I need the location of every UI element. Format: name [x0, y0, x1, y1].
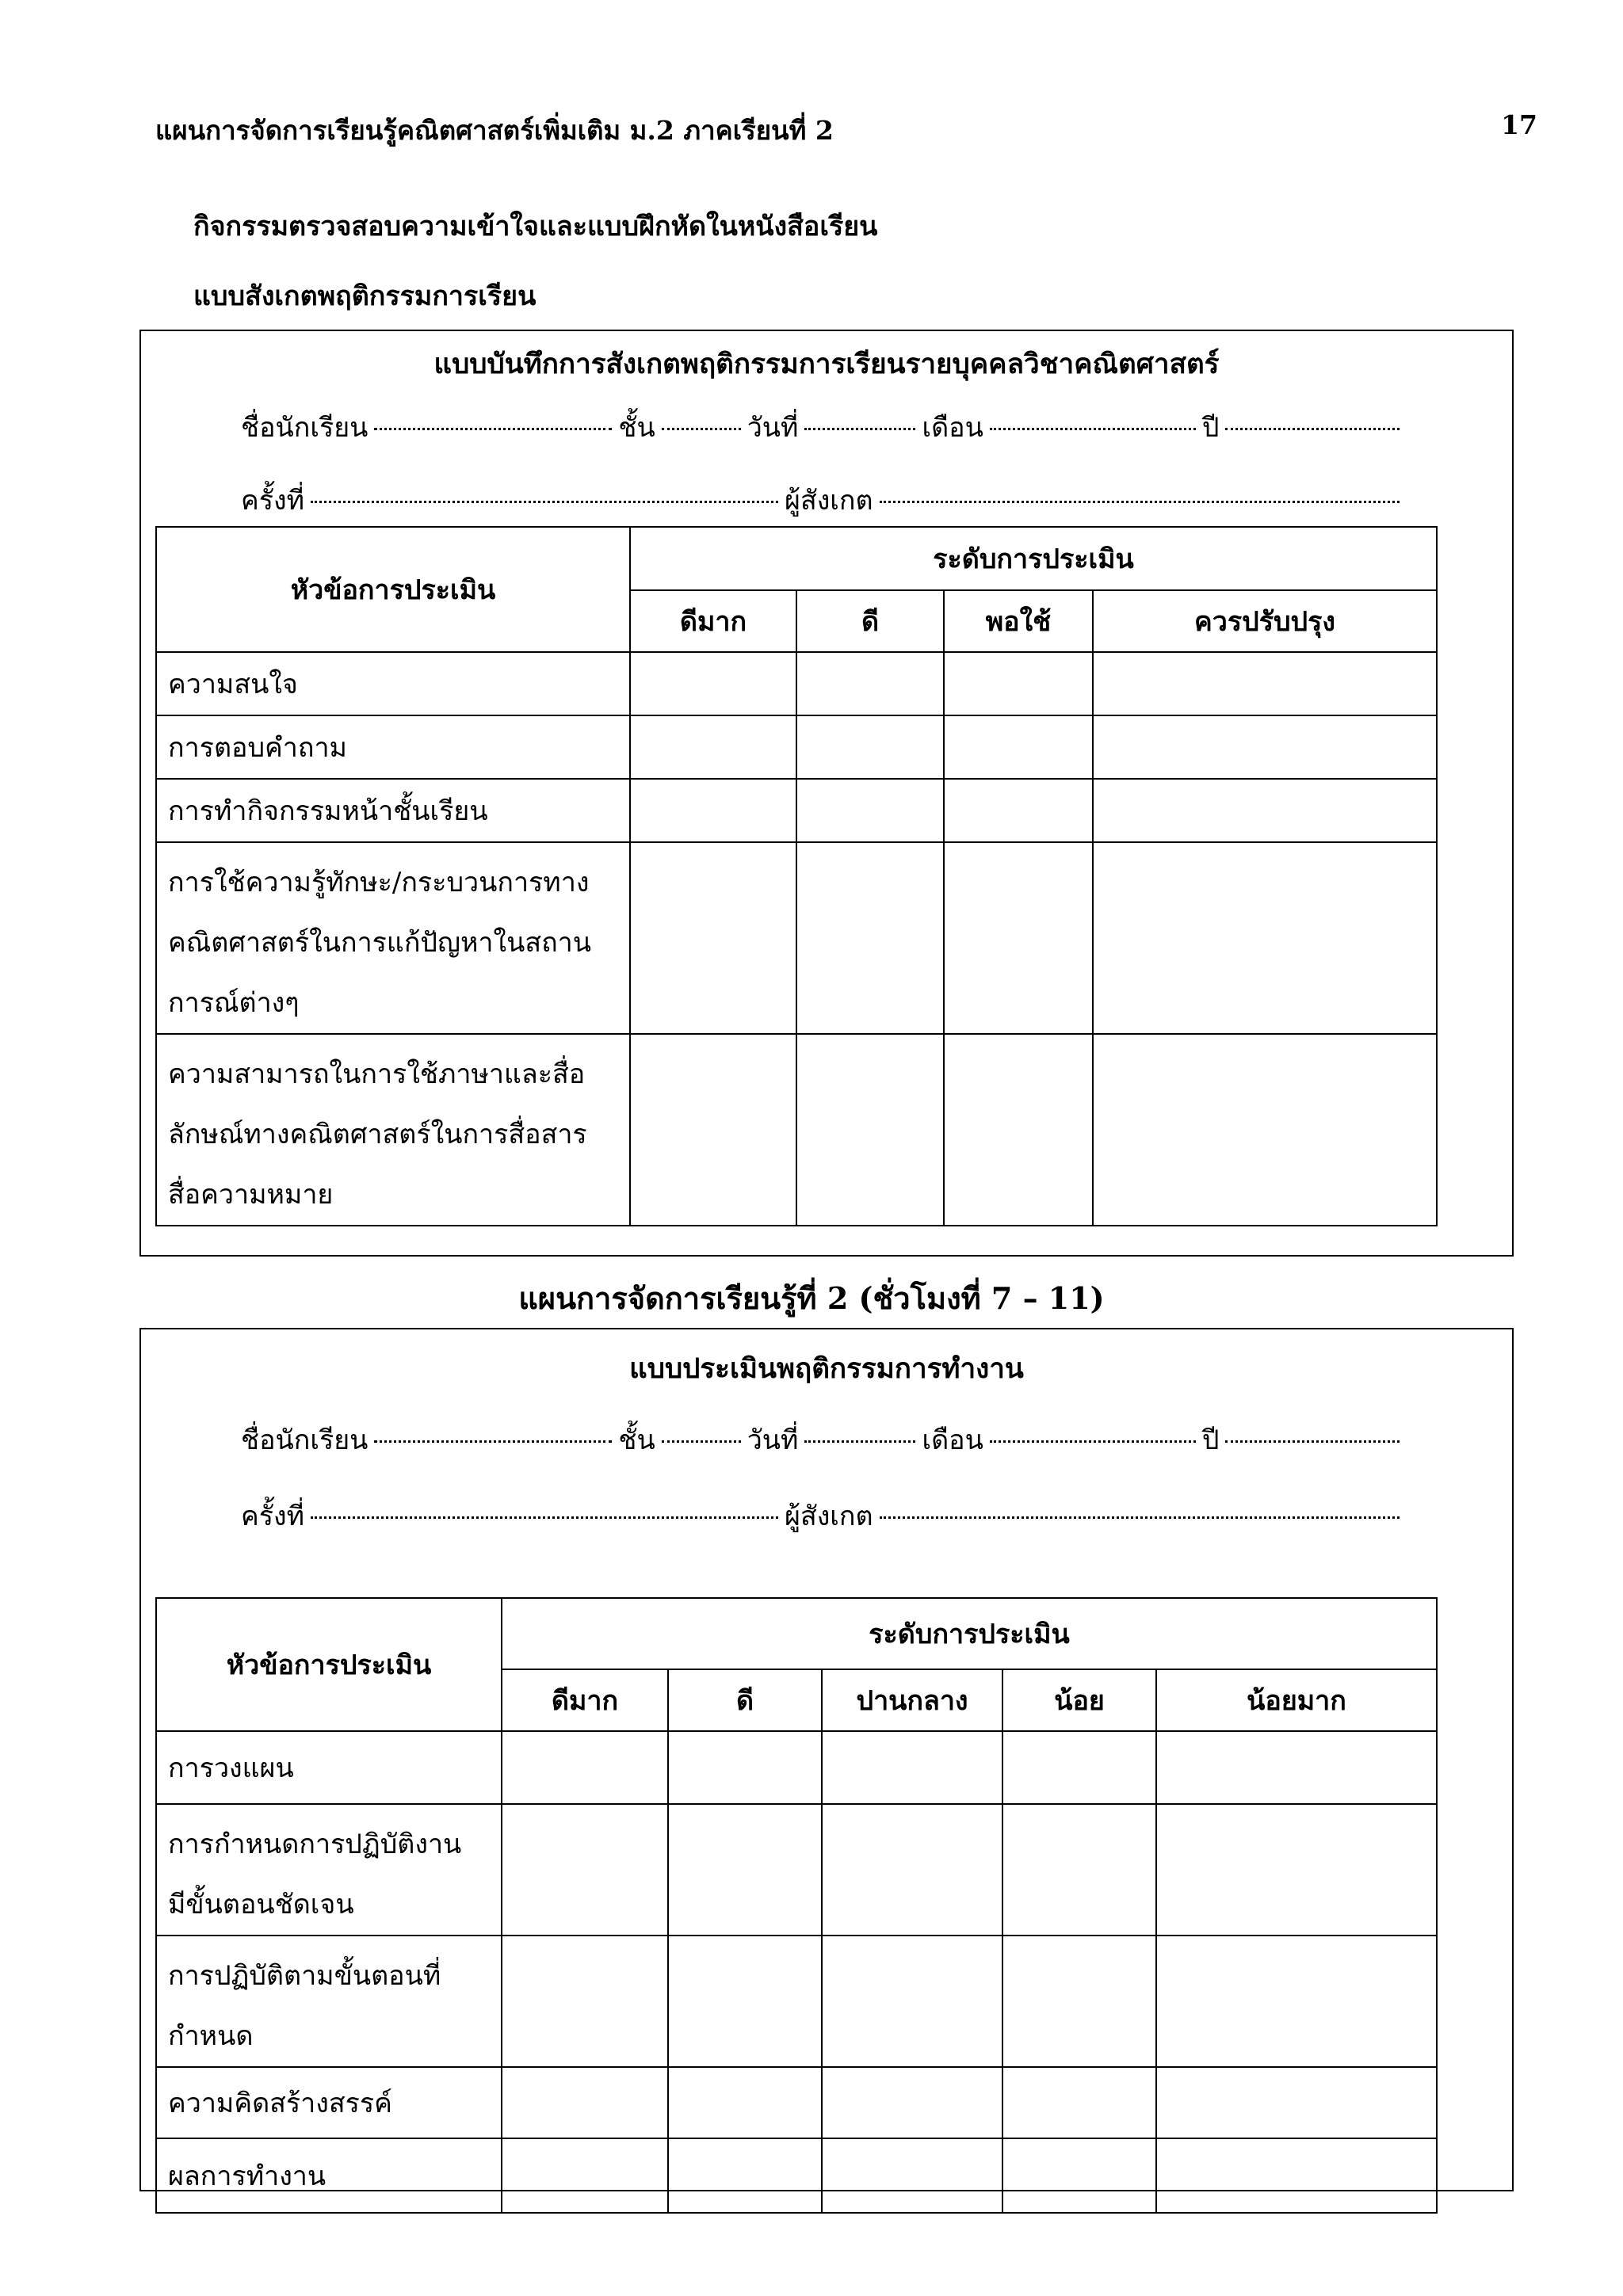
table-row: [156, 2138, 1437, 2213]
rating-cell[interactable]: [502, 1804, 668, 1936]
rating-cell[interactable]: [796, 842, 944, 1034]
level-very-good: ดีมาก: [630, 590, 796, 652]
form1-observer-line: [241, 479, 1406, 521]
rating-cell[interactable]: [822, 2067, 1002, 2138]
rating-cell[interactable]: [1002, 1731, 1156, 1804]
row-topic: [156, 1804, 502, 1936]
rating-cell[interactable]: [944, 715, 1093, 779]
row-topic: [156, 842, 630, 1034]
row-topic: ความคิดสร้างสรรค์: [156, 2067, 502, 2138]
year-field[interactable]: [1225, 1440, 1400, 1443]
row-topic-line: ความสามารถในการใช้ภาษาและสื่อ: [168, 1058, 586, 1090]
page-header-title: แผนการจัดการเรียนรู้คณิตศาสตร์เพิ่มเติม ม.2 ภาคเรียนที่ 2: [155, 115, 834, 146]
date-field[interactable]: [804, 428, 915, 430]
level-moderate: ปานกลาง: [822, 1669, 1002, 1731]
rating-cell[interactable]: [796, 715, 944, 779]
time-label: ครั้งที่: [241, 485, 305, 517]
rating-cell[interactable]: [944, 779, 1093, 842]
table-row: [156, 779, 1437, 842]
rating-cell[interactable]: [796, 652, 944, 715]
observation-heading: แบบสังเกตพฤติกรรมการเรียน: [193, 280, 537, 312]
row-topic-line: กำหนด: [168, 2020, 254, 2052]
row-topic: การทำกิจกรรมหน้าชั้นเรียน: [156, 779, 630, 842]
class-label: ชั้น: [618, 1425, 655, 1456]
rating-cell[interactable]: [1002, 1804, 1156, 1936]
table-row: [156, 1936, 1437, 2067]
topic-header: หัวข้อการประเมิน: [156, 1598, 502, 1731]
table-row: [156, 1731, 1437, 1804]
rating-cell[interactable]: [502, 2067, 668, 2138]
rating-cell[interactable]: [630, 715, 796, 779]
year-label: ปี: [1201, 1425, 1220, 1456]
month-field[interactable]: [990, 1440, 1196, 1443]
form1-student-info-line: [241, 406, 1406, 448]
rating-cell[interactable]: [630, 1034, 796, 1226]
rating-cell[interactable]: [668, 2138, 822, 2213]
observation-eval-table: [155, 526, 1438, 1226]
student-name-label: ชื่อนักเรียน: [241, 412, 369, 444]
rating-cell[interactable]: [944, 652, 1093, 715]
rating-cell[interactable]: [822, 2138, 1002, 2213]
rating-cell[interactable]: [1093, 1034, 1437, 1226]
rating-cell[interactable]: [1093, 652, 1437, 715]
observer-label: ผู้สังเกต: [785, 485, 873, 517]
table-row: [156, 842, 1437, 1034]
rating-cell[interactable]: [502, 2138, 668, 2213]
row-topic-line: การณ์ต่างๆ: [168, 987, 300, 1019]
rating-cell[interactable]: [630, 842, 796, 1034]
level-needs-improvement: ควรปรับปรุง: [1093, 590, 1437, 652]
row-topic: ผลการทำงาน: [156, 2138, 502, 2213]
time-field[interactable]: [311, 1516, 778, 1519]
row-topic-line: มีขั้นตอนชัดเจน: [168, 1889, 354, 1920]
row-topic-line: การกำหนดการปฏิบัติงาน: [168, 1829, 462, 1860]
rating-cell[interactable]: [796, 1034, 944, 1226]
observer-field[interactable]: [880, 501, 1400, 503]
rating-cell[interactable]: [502, 1731, 668, 1804]
rating-cell[interactable]: [502, 1936, 668, 2067]
table-row: [156, 1034, 1437, 1226]
row-topic: [156, 1936, 502, 2067]
row-topic-line: การใช้ความรู้ทักษะ/กระบวนการทาง: [168, 867, 590, 898]
class-label: ชั้น: [618, 412, 655, 444]
rating-cell[interactable]: [668, 1936, 822, 2067]
time-field[interactable]: [311, 501, 778, 503]
row-topic: [156, 1034, 630, 1226]
date-field[interactable]: [804, 1440, 915, 1443]
rating-cell[interactable]: [822, 1804, 1002, 1936]
level-header: ระดับการประเมิน: [502, 1598, 1437, 1669]
rating-cell[interactable]: [1156, 2067, 1437, 2138]
month-label: เดือน: [922, 1425, 983, 1456]
work-behavior-form-title: แบบประเมินพฤติกรรมการทำงาน: [629, 1352, 1024, 1385]
form2-student-info-line: [241, 1418, 1406, 1461]
row-topic: การตอบคำถาม: [156, 715, 630, 779]
rating-cell[interactable]: [630, 652, 796, 715]
date-label: วันที่: [747, 1425, 799, 1456]
rating-cell[interactable]: [944, 842, 1093, 1034]
row-topic-line: สื่อความหมาย: [168, 1179, 334, 1211]
level-low: น้อย: [1002, 1669, 1156, 1731]
work-behavior-eval-table: [155, 1597, 1438, 2214]
observer-label: ผู้สังเกต: [785, 1501, 873, 1532]
row-topic: ความสนใจ: [156, 652, 630, 715]
rating-cell[interactable]: [944, 1034, 1093, 1226]
rating-cell[interactable]: [1093, 842, 1437, 1034]
row-topic-line: การปฏิบัติตามขั้นตอนที่: [168, 1960, 441, 1992]
year-label: ปี: [1201, 412, 1220, 444]
activity-heading: กิจกรรมตรวจสอบความเข้าใจและแบบฝึกหัดในหนังสือเรียน: [193, 211, 878, 242]
row-topic: การวงแผน: [156, 1731, 502, 1804]
rating-cell[interactable]: [1156, 1731, 1437, 1804]
month-field[interactable]: [990, 428, 1196, 430]
observer-field[interactable]: [880, 1516, 1400, 1519]
level-fair: พอใช้: [944, 590, 1093, 652]
level-very-low: น้อยมาก: [1156, 1669, 1437, 1731]
rating-cell[interactable]: [668, 1804, 822, 1936]
rating-cell[interactable]: [1093, 715, 1437, 779]
rating-cell[interactable]: [1093, 779, 1437, 842]
rating-cell[interactable]: [668, 1731, 822, 1804]
page-number: 17: [1501, 109, 1537, 140]
row-topic-line: คณิตศาสตร์ในการแก้ปัญหาในสถาน: [168, 927, 591, 959]
table-row: [156, 652, 1437, 715]
student-name-field[interactable]: [374, 428, 612, 430]
rating-cell[interactable]: [1002, 1936, 1156, 2067]
observation-form-title: แบบบันทึกการสังเกตพฤติกรรมการเรียนรายบุคคลวิชาคณิตศาสตร์: [433, 348, 1220, 380]
rating-cell[interactable]: [1156, 1804, 1437, 1936]
time-label: ครั้งที่: [241, 1501, 305, 1532]
rating-cell[interactable]: [1156, 2138, 1437, 2213]
rating-cell[interactable]: [1156, 1936, 1437, 2067]
rating-cell[interactable]: [822, 1936, 1002, 2067]
level-header: ระดับการประเมิน: [630, 527, 1437, 590]
level-very-good: ดีมาก: [502, 1669, 668, 1731]
rating-cell[interactable]: [630, 779, 796, 842]
plan-title: แผนการจัดการเรียนรู้ที่ 2 (ชั่วโมงที่ 7 – 11): [518, 1280, 1105, 1316]
month-label: เดือน: [922, 412, 983, 444]
form2-observer-line: [241, 1494, 1406, 1537]
topic-header: หัวข้อการประเมิน: [156, 527, 630, 652]
rating-cell[interactable]: [1002, 2067, 1156, 2138]
level-good: ดี: [796, 590, 944, 652]
table-row: [156, 1804, 1437, 1936]
date-label: วันที่: [747, 412, 799, 444]
table-row: [156, 715, 1437, 779]
student-name-field[interactable]: [374, 1440, 612, 1443]
year-field[interactable]: [1225, 428, 1400, 430]
row-topic-line: ลักษณ์ทางคณิตศาสตร์ในการสื่อสาร: [168, 1119, 587, 1150]
table-row: [156, 2067, 1437, 2138]
student-name-label: ชื่อนักเรียน: [241, 1425, 369, 1456]
level-good: ดี: [668, 1669, 822, 1731]
rating-cell[interactable]: [796, 779, 944, 842]
rating-cell[interactable]: [1002, 2138, 1156, 2213]
class-field[interactable]: [662, 428, 741, 430]
class-field[interactable]: [662, 1440, 741, 1443]
rating-cell[interactable]: [822, 1731, 1002, 1804]
rating-cell[interactable]: [668, 2067, 822, 2138]
